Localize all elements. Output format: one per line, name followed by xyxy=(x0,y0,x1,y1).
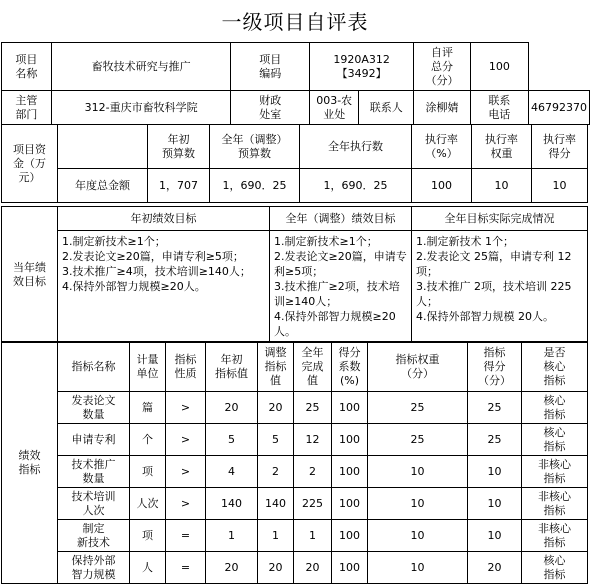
score-label: 自评 总分 （分） xyxy=(414,43,471,91)
ind-coef: 100 xyxy=(332,456,368,488)
funds-row-label: 年度总金额 xyxy=(58,169,148,203)
page-title: 一级项目自评表 xyxy=(221,10,369,34)
project-name-label: 项目 名称 xyxy=(2,43,52,91)
ind-header-weight: 指标权重 （分） xyxy=(368,342,468,392)
ind-header-core: 是否 核心 指标 xyxy=(522,342,588,392)
goals-label: 当年绩 效目标 xyxy=(2,207,58,343)
goals-header-actual: 全年目标实际完成情况 xyxy=(412,207,588,231)
goals-header-initial: 年初绩效目标 xyxy=(58,207,270,231)
table-row xyxy=(2,456,588,488)
ind-coef: 100 xyxy=(332,552,368,584)
funds-table xyxy=(1,124,588,203)
ind-unit: 人 xyxy=(130,552,166,584)
funds-score-value: 10 xyxy=(532,169,588,203)
funds-header-score: 执行率 得分 xyxy=(532,125,588,169)
project-code-label: 项目 编码 xyxy=(231,43,310,91)
funds-header-blank xyxy=(58,125,148,169)
ind-core: 核心 指标 xyxy=(522,392,588,424)
funds-adjusted-value: 1，690．25 xyxy=(210,169,300,203)
ind-unit: 项 xyxy=(130,520,166,552)
ind-initial: 20 xyxy=(206,552,258,584)
goals-adjusted: 1.制定新技术≥1个； 2.发表论文≥20篇，申请专利≥5项； 3.技术推广≥2项，技术培训≥140人； 4.保持外部智力规模≥20人。 xyxy=(270,231,412,343)
project-code-value: 1920A312【3492】 xyxy=(310,43,414,91)
ind-header-coef: 得分 系数 (%) xyxy=(332,342,368,392)
ind-coef: 100 xyxy=(332,520,368,552)
finance-value: 003-农业处 xyxy=(310,91,359,125)
funds-header-weight: 执行率 权重 xyxy=(472,125,532,169)
ind-adjusted: 20 xyxy=(258,392,294,424)
ind-name: 发表论文 数量 xyxy=(58,392,130,424)
ind-score: 10 xyxy=(468,520,522,552)
ind-header-initial: 年初 指标值 xyxy=(206,342,258,392)
ind-initial: 4 xyxy=(206,456,258,488)
ind-header-unit: 计量 单位 xyxy=(130,342,166,392)
ind-name: 技术推广 数量 xyxy=(58,456,130,488)
ind-coef: 100 xyxy=(332,488,368,520)
ind-coef: 100 xyxy=(332,392,368,424)
goals-table xyxy=(1,206,588,343)
phone-value: 46792370 xyxy=(529,91,590,125)
ind-weight: 25 xyxy=(368,424,468,456)
ind-header-completed: 全年 完成 值 xyxy=(294,342,332,392)
ind-unit: 个 xyxy=(130,424,166,456)
ind-header-nature: 指标 性质 xyxy=(166,342,206,392)
ind-weight: 10 xyxy=(368,552,468,584)
ind-completed: 2 xyxy=(294,456,332,488)
ind-adjusted: 20 xyxy=(258,552,294,584)
ind-core: 核心 指标 xyxy=(522,552,588,584)
funds-header-initial: 年初 预算数 xyxy=(148,125,210,169)
table-row xyxy=(2,488,588,520)
ind-name: 保持外部 智力规模 xyxy=(58,552,130,584)
funds-weight-value: 10 xyxy=(472,169,532,203)
contact-label: 联系人 xyxy=(359,91,414,125)
ind-name: 申请专利 xyxy=(58,424,130,456)
ind-core: 非核心 指标 xyxy=(522,520,588,552)
ind-core: 核心 指标 xyxy=(522,424,588,456)
ind-completed: 12 xyxy=(294,424,332,456)
table-row xyxy=(2,520,588,552)
ind-initial: 5 xyxy=(206,424,258,456)
table-row xyxy=(2,552,588,584)
ind-nature: > xyxy=(166,456,206,488)
ind-completed: 20 xyxy=(294,552,332,584)
ind-coef: 100 xyxy=(332,424,368,456)
funds-header-adjusted: 全年（调整） 预算数 xyxy=(210,125,300,169)
funds-initial-value: 1，707 xyxy=(148,169,210,203)
ind-header-score: 指标 得分 （分） xyxy=(468,342,522,392)
ind-completed: 1 xyxy=(294,520,332,552)
funds-executed-value: 1，690．25 xyxy=(300,169,412,203)
ind-nature: > xyxy=(166,488,206,520)
ind-initial: 1 xyxy=(206,520,258,552)
ind-weight: 25 xyxy=(368,392,468,424)
dept-label: 主管 部门 xyxy=(2,91,52,125)
ind-completed: 225 xyxy=(294,488,332,520)
table-row xyxy=(2,424,588,456)
ind-initial: 20 xyxy=(206,392,258,424)
goals-actual: 1.制定新技术 1个； 2.发表论文 25篇，申请专利 12项； 3.技术推广 2项，技术培训 225人； 4.保持外部智力规模 20人。 xyxy=(412,231,588,343)
ind-score: 25 xyxy=(468,424,522,456)
ind-core: 非核心 指标 xyxy=(522,456,588,488)
ind-initial: 140 xyxy=(206,488,258,520)
ind-nature: > xyxy=(166,424,206,456)
ind-unit: 篇 xyxy=(130,392,166,424)
ind-name: 技术培训 人次 xyxy=(58,488,130,520)
ind-weight: 10 xyxy=(368,488,468,520)
ind-adjusted: 140 xyxy=(258,488,294,520)
ind-adjusted: 5 xyxy=(258,424,294,456)
contact-value: 涂柳婧 xyxy=(414,91,471,125)
ind-nature: = xyxy=(166,520,206,552)
ind-score: 20 xyxy=(468,552,522,584)
ind-adjusted: 1 xyxy=(258,520,294,552)
ind-unit: 人次 xyxy=(130,488,166,520)
ind-weight: 10 xyxy=(368,520,468,552)
funds-header-rate: 执行率 （%） xyxy=(412,125,472,169)
indicators-label: 绩效 指标 xyxy=(2,342,58,584)
ind-score: 10 xyxy=(468,488,522,520)
ind-nature: > xyxy=(166,392,206,424)
project-name-value: 畜牧技术研究与推广 xyxy=(51,43,231,91)
table-row xyxy=(2,392,588,424)
ind-adjusted: 2 xyxy=(258,456,294,488)
ind-header-adjusted: 调整 指标 值 xyxy=(258,342,294,392)
ind-header-name: 指标名称 xyxy=(58,342,130,392)
indicators-table xyxy=(1,341,588,584)
funds-rate-value: 100 xyxy=(412,169,472,203)
score-value: 100 xyxy=(470,43,528,91)
ind-weight: 10 xyxy=(368,456,468,488)
goals-header-adjusted: 全年（调整）绩效目标 xyxy=(270,207,412,231)
ind-core: 非核心 指标 xyxy=(522,488,588,520)
ind-score: 25 xyxy=(468,392,522,424)
goals-initial: 1.制定新技术≥1个； 2.发表论文≥20篇，申请专利≥5项； 3.技术推广≥4项，技术培训≥140人； 4.保持外部智力规模≥20人。 xyxy=(58,231,270,343)
dept-value: 312-重庆市畜牧科学院 xyxy=(51,91,231,125)
project-info-table xyxy=(1,42,590,125)
ind-nature: = xyxy=(166,552,206,584)
ind-score: 10 xyxy=(468,456,522,488)
phone-label: 联系 电话 xyxy=(470,91,528,125)
funds-label: 项目资 金（万 元） xyxy=(2,125,58,203)
ind-unit: 项 xyxy=(130,456,166,488)
funds-header-executed: 全年执行数 xyxy=(300,125,412,169)
ind-completed: 25 xyxy=(294,392,332,424)
ind-name: 制定 新技术 xyxy=(58,520,130,552)
finance-label: 财政 处室 xyxy=(231,91,310,125)
